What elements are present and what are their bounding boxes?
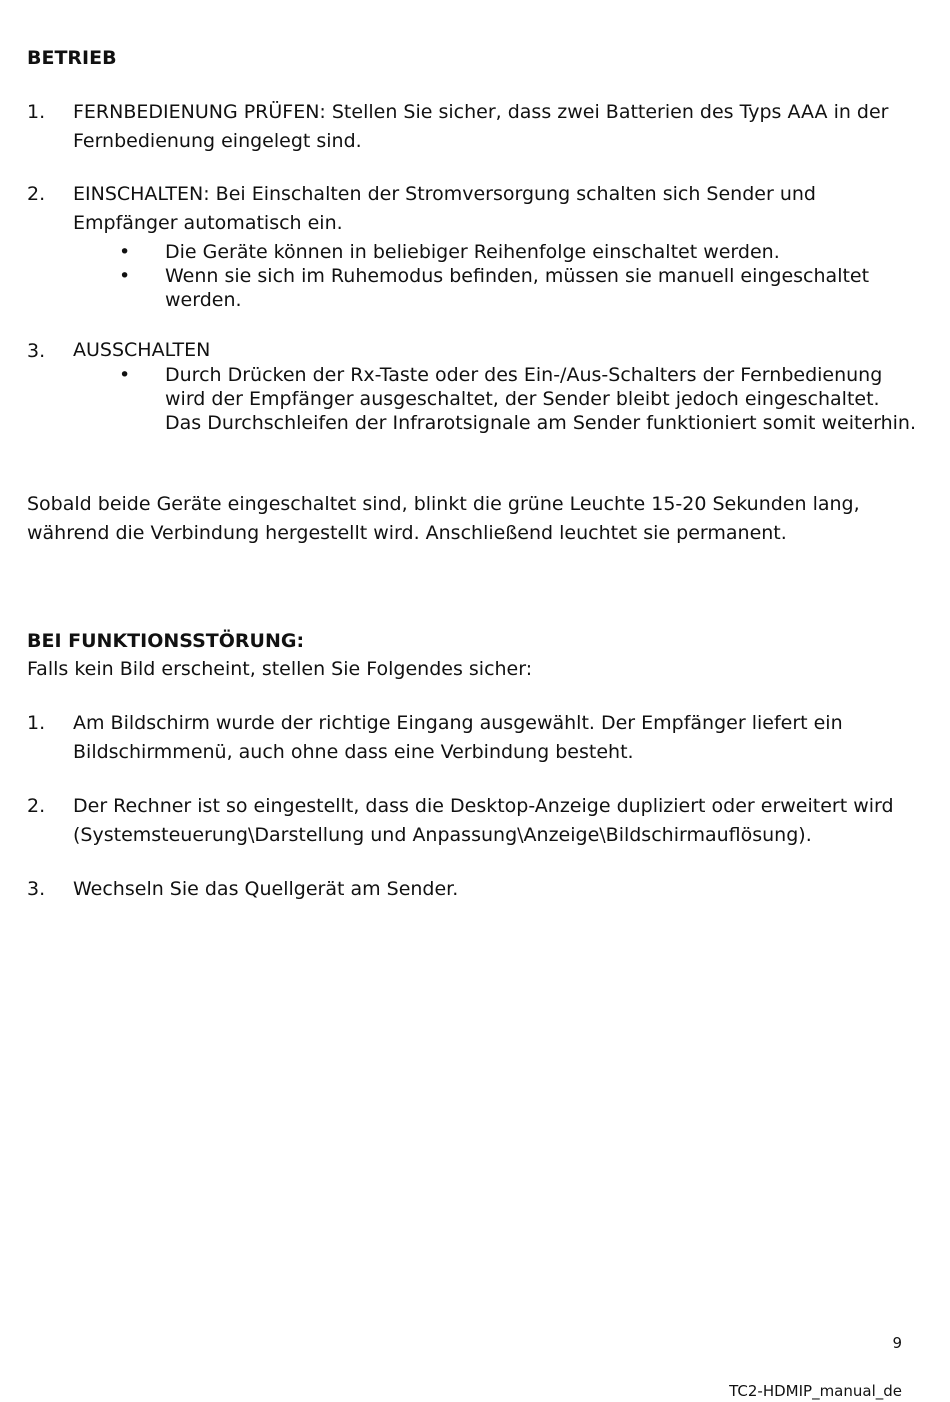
- step-3-bullets: [27, 363, 917, 435]
- step-text: FERNBEDIENUNG PRÜFEN: Stellen Sie sicher, dass zwei Batterien des Typs AAA in der Fernbedienung eingelegt sind.: [73, 101, 889, 152]
- bullet-text: Die Geräte können in beliebiger Reihenfolge einschaltet werden.: [165, 241, 780, 263]
- troubleshooting-intro: Falls kein Bild erscheint, stellen Sie Folgendes sicher:: [27, 658, 533, 680]
- step-number: 1.: [27, 712, 46, 734]
- step-number: 3.: [27, 340, 46, 362]
- step-number: 2.: [27, 183, 46, 205]
- bullet-icon: •: [119, 364, 131, 386]
- step-text: Der Rechner ist so eingestellt, dass die Desktop-Anzeige dupliziert oder erweitert wird (Systemsteuerung\Darstellung und Anpassung\Anzeige\Bildschirmauflösung).: [73, 795, 894, 846]
- step-text: EINSCHALTEN: Bei Einschalten der Stromversorgung schalten sich Sender und Empfänger automatisch ein.: [73, 183, 816, 234]
- step-2-bullets: [27, 240, 917, 312]
- troubleshooting-step-1: [27, 709, 917, 767]
- bullet-text: Durch Drücken der Rx-Taste oder des Ein-/Aus-Schalters der Fernbedienung wird der Empfänger ausgeschaltet, der Sender bleibt jedoch eingeschaltet. Das Durchschleifen der Infrarotsignale am Sender funktioniert somit weiterhin.: [165, 364, 917, 434]
- list-item: [73, 264, 917, 312]
- document-name: TC2-HDMIP_manual_de: [729, 1382, 902, 1400]
- operation-note: Sobald beide Geräte eingeschaltet sind, blinkt die grüne Leuchte 15-20 Sekunden lang, während die Verbindung hergestellt wird. Anschließend leuchtet sie permanent.: [27, 493, 860, 544]
- section-heading-troubleshooting: BEI FUNKTIONSSTÖRUNG:: [27, 630, 305, 652]
- section-heading-operation: BETRIEB: [27, 47, 117, 69]
- step-text: Wechseln Sie das Quellgerät am Sender.: [73, 878, 459, 900]
- operation-step-3: [27, 337, 917, 435]
- step-number: 2.: [27, 795, 46, 817]
- bullet-text: Wenn sie sich im Ruhemodus befinden, müssen sie manuell eingeschaltet werden.: [165, 265, 870, 311]
- bullet-icon: •: [119, 241, 131, 263]
- troubleshooting-step-2: [27, 792, 917, 850]
- bullet-icon: •: [119, 265, 131, 287]
- troubleshooting-step-3: [27, 875, 917, 904]
- list-item: [73, 363, 917, 435]
- page-number: 9: [892, 1334, 902, 1352]
- operation-step-2: [27, 180, 917, 312]
- step-text: Am Bildschirm wurde der richtige Eingang ausgewählt. Der Empfänger liefert ein Bildschirmmenü, auch ohne dass eine Verbindung besteht.: [73, 712, 843, 763]
- operation-step-1: [27, 98, 917, 156]
- list-item: [73, 240, 917, 264]
- step-text: AUSSCHALTEN: [73, 339, 211, 361]
- step-number: 1.: [27, 101, 46, 123]
- step-number: 3.: [27, 878, 46, 900]
